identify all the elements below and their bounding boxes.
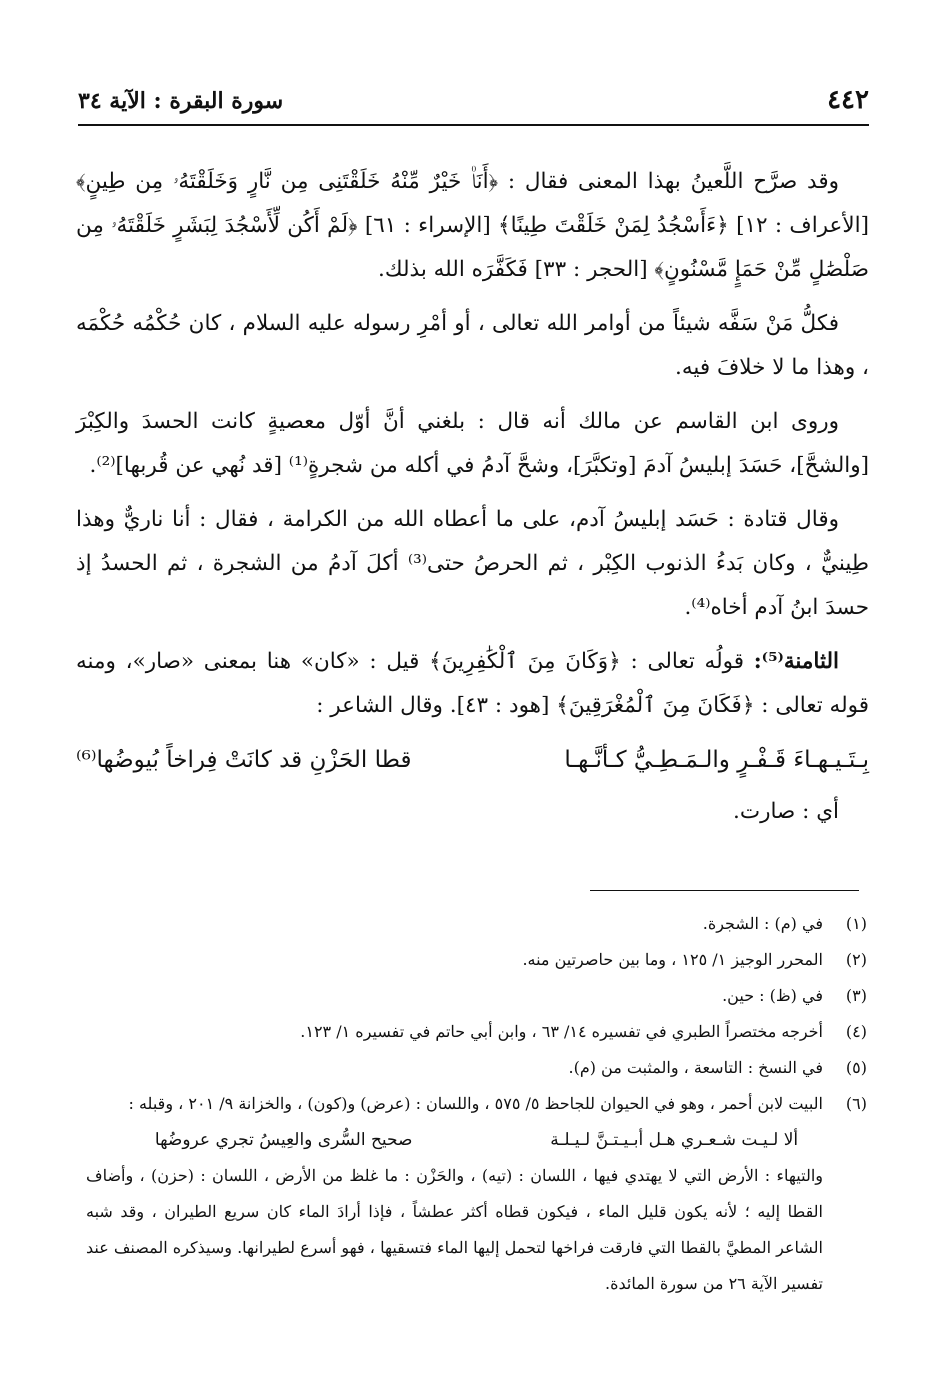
footnote-text: في النسخ : التاسعة ، والمثبت من (م). xyxy=(568,1058,823,1077)
footnotes xyxy=(86,906,867,1302)
footnote-text: البيت لابن أحمر ، وهو في الحيوان للجاحظ ٥/ ٥٧٥ ، واللسان : (عرض) و(كون) ، والخزانة ٩/ ٢٠١ ، وقبله : xyxy=(128,1094,823,1113)
footnote-number: (٦) xyxy=(845,1094,867,1113)
paragraph-3: وروى ابن القاسم عن مالك أنه قال : بلغني أنَّ أوّل معصيةٍ كانت الحسدَ والكِبْرَ [والشحَّ]، حَسَدَ إبليسُ آدمَ [وتكبَّرَ]، وشحَّ آدمُ في أكله من شجرةٍ⁽¹⁾ [قد نُهي عن قُربها]⁽²⁾. xyxy=(76,409,869,478)
footnote-divider xyxy=(590,890,859,891)
header-divider xyxy=(78,124,869,126)
page-number: ٤٤٢ xyxy=(827,85,869,115)
paragraph-4: وقال قتادة : حَسَد إبليسُ آدم، على ما أعطاه الله من الكرامة ، فقال : أنا ناريٌّ وهذا طِينيٌّ ، وكان بَدءُ الذنوب الكِبْر ، ثم الحرصُ حتى⁽³⁾ أكلَ آدمُ من الشجرة ، ثم الحسدُ إذ حسدَ ابنُ آدم أخاه⁽⁴⁾. xyxy=(76,507,869,620)
page-header xyxy=(78,82,869,122)
footnote-number: (٤) xyxy=(845,1022,867,1041)
main-text xyxy=(76,160,869,844)
paragraph-2: فكلُّ مَنْ سَفَّه شيئاً من أوامر الله تعالى ، أو أمْرِ رسوله عليه السلام ، كان حُكْمُه حُكْمَه ، وهذا ما لا خلافَ فيه. xyxy=(76,311,869,380)
footnote-verse-first: ألا لـيـت شـعـري هـل أبـيـتـنَّ لـيـلـة xyxy=(550,1130,799,1150)
footnote-text: في (ظ) : حين. xyxy=(722,986,823,1005)
paragraph-5-text: قولُه تعالى : ﴿وَكَانَ مِنَ ٱلْكَٰفِرِينَ﴾ قيل : «كان» هنا بمعنى «صار»، ومنه قوله تعالى : ﴿فَكَانَ مِنَ ٱلْمُغْرَقِينَ﴾ [هود : ٤٣]. وقال الشاعر : xyxy=(76,649,869,718)
footnote-number: (١) xyxy=(845,914,867,933)
footnote-number: (٢) xyxy=(845,950,867,969)
footnote-4 xyxy=(86,1014,867,1050)
footnote-continuation: والتيهاء : الأرض التي لا يهتدي فيها ، اللسان : (تيه) ، والحَزْن : ما غلظ من الأرض ، اللسان : (حزن) ، وأضاف القطا إليه ؛ لأنه يكون قليل الماء ، فيكون قطاه أكثر عطشاً ، فإذا أرادَ الماء كان سريع الطيران ، وقد شبه الشاعر المطيَّ بالقطا التي فارقت فراخها لتحمل إليها الماء فتسقيها ، فهو أسرع لطيرانها. وسيذكره المصنف عند تفسير الآية ٢٦ من سورة المائدة. xyxy=(86,1166,823,1293)
running-title: سورة البقرة : الآية ٣٤ xyxy=(78,88,284,114)
footnote-number: (٣) xyxy=(845,986,867,1005)
footnote-text: أخرجه مختصراً الطبري في تفسيره ١٤/ ٦٣ ، وابن أبي حاتم في تفسيره ١/ ١٢٣. xyxy=(300,1022,823,1041)
paragraph-6: أي : صارت. xyxy=(733,799,839,824)
footnote-2 xyxy=(86,942,867,978)
footnote-verse-second: صحيح السُّرى والعِيسُ تجري عروضُها xyxy=(154,1130,413,1150)
paragraph-1: وقد صرَّح اللَّعينُ بهذا المعنى فقال : ﴿أَنَا۠ خَيْرٌ مِّنْهُ خَلَقْتَنِى مِن نَّارٍ وَخَلَقْتَهُۥ مِن طِينٍ﴾ [الأعراف : ١٢] ﴿ءَأَسْجُدُ لِمَنْ خَلَقْتَ طِينًا﴾ [الإسراء : ٦١] ﴿لَمْ أَكُن لِّأَسْجُدَ لِبَشَرٍ خَلَقْتَهُۥ مِن صَلْصَٰلٍ مِّنْ حَمَإٍ مَّسْنُونٍ﴾ [الحجر : ٣٣] فَكَفَّرَه الله بذلك. xyxy=(76,169,869,282)
footnote-number: (٥) xyxy=(845,1058,867,1077)
footnote-verse xyxy=(86,1122,867,1158)
paragraph-5 xyxy=(76,640,869,728)
poetry-verse xyxy=(76,738,869,782)
footnote-5 xyxy=(86,1050,867,1086)
footnote-text: في (م) : الشجرة. xyxy=(702,914,823,933)
section-heading: الثامنة⁽⁵⁾: xyxy=(753,649,839,674)
footnote-text: المحرر الوجيز ١/ ١٢٥ ، وما بين حاصرتين منه. xyxy=(522,950,823,969)
verse-first-hemistich: بِـتَـيـهـاءَ قَـفْـرٍ والـمَـطِـيُّ كـأنَّـهـا xyxy=(564,747,869,773)
footnote-1 xyxy=(86,906,867,942)
footnote-6 xyxy=(86,1086,867,1122)
verse-second-hemistich: قطا الحَزْنِ قد كانَتْ فِراخاً بُيوضُها⁽⁶⁾ xyxy=(76,747,412,773)
footnote-3 xyxy=(86,978,867,1014)
